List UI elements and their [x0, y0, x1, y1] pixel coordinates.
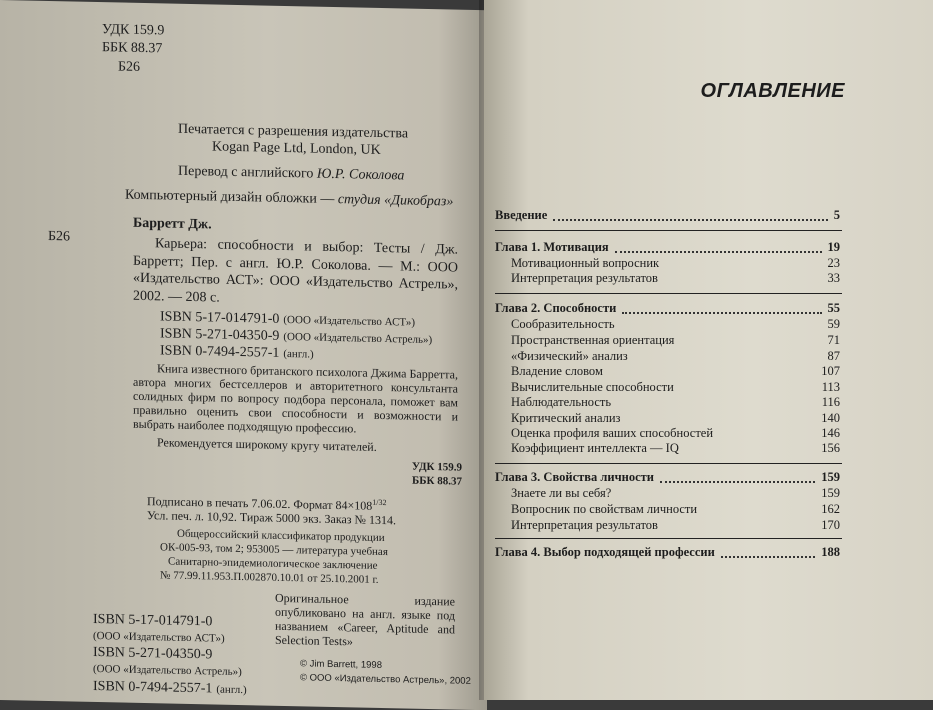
classifier-line-1: Общероссийский классификатор продукции: [177, 527, 385, 545]
copyright-2: © ООО «Издательство Астрель», 2002: [300, 672, 471, 687]
toc-entry-label: Мотивационный вопросник: [511, 256, 660, 270]
classifier-line-4: № 77.99.11.953.П.002870.10.01 от 25.10.2001 г.: [160, 569, 379, 586]
bottom-isbn-line-3: [93, 677, 247, 698]
toc-entry-page: 140: [821, 411, 840, 425]
recommendation: Рекомендуется широкому кругу читателей.: [157, 435, 377, 454]
toc-entry-page: 87: [827, 349, 840, 363]
bibliographic-description: Карьера: способности и выбор: Тесты / Дж. Барретт; Пер. с англ. Ю.Р. Соколова. — М.: ООО «Издательство АСТ»: ООО «Издательство Астрель», 2002. — 208 с.: [133, 236, 458, 306]
toc-entry-page: 146: [821, 426, 840, 440]
isbn-1: ISBN 5-17-014791-0: [160, 309, 280, 327]
toc-entry-label: Вопросник по свойствам личности: [511, 502, 698, 516]
author-mark: Б26: [118, 59, 141, 75]
toc-chapter-entry: [495, 545, 840, 561]
toc-entry-label: Глава 1. Мотивация: [495, 240, 609, 254]
author-mark-side: Б26: [48, 229, 71, 245]
classifier-line-3: Санитарно-эпидемиологическое заключение: [168, 555, 378, 572]
classifier-line-2: ОК-005-93, том 2; 953005 — литература учебная: [160, 541, 388, 559]
bottom-publisher-1: (ООО «Издательство АСТ»): [93, 629, 225, 645]
bottom-isbn-2: ISBN 5-271-04350-9: [93, 644, 213, 663]
toc-entry-label: Введение: [495, 208, 548, 222]
bbk-code: ББК 88.37: [102, 40, 163, 57]
toc-entry-label: Интерпретация результатов: [511, 271, 658, 285]
toc-divider-3: [495, 463, 842, 464]
toc-entry-page: 33: [827, 271, 840, 285]
udk-code-2: УДК 159.9: [412, 460, 463, 474]
isbn-3-publisher: (англ.): [283, 347, 314, 361]
toc-entry-label: Глава 4. Выбор подходящей профессии: [495, 545, 715, 559]
toc-entry-label: Наблюдательность: [511, 395, 612, 409]
toc-entry-page: 59: [827, 317, 840, 331]
isbn-2: ISBN 5-271-04350-9: [160, 326, 280, 344]
toc-section-entry: [495, 271, 840, 287]
toc-entry-page: 23: [827, 256, 840, 270]
design-studio: студия «Дикобраз»: [337, 192, 454, 210]
toc-leader-dots: [721, 545, 815, 558]
toc-entry-page: 113: [821, 380, 840, 394]
permission-line-2: Kogan Page Ltd, London, UK: [212, 139, 381, 158]
toc-divider-4: [495, 538, 842, 539]
toc-divider-1: [495, 230, 842, 231]
bottom-isbn-1: ISBN 5-17-014791-0: [93, 611, 213, 630]
toc-entry-label: Знаете ли вы себя?: [511, 486, 612, 500]
toc-entry-page: 19: [827, 240, 840, 254]
toc-section-entry: [495, 426, 840, 442]
toc-section-entry: [495, 486, 840, 502]
toc-section-entry: [495, 364, 840, 380]
original-edition-note: Оригинальное издание опубликовано на англ. языке под названием «Career, Aptitude and Selection Tests»: [275, 590, 455, 649]
toc-section-entry: [495, 395, 840, 411]
translation-label: Перевод с английского: [178, 163, 314, 182]
toc-section-entry: [495, 349, 840, 365]
isbn-2-publisher: (ООО «Издательство Астрель»): [283, 330, 433, 347]
toc-section-entry: [495, 441, 840, 457]
format-fraction: 1/32: [372, 497, 387, 508]
toc-chapter-entry: [495, 470, 840, 486]
table-of-contents: [495, 0, 840, 700]
toc-entry-label: Пространственная ориентация: [511, 333, 675, 347]
isbn-1-publisher: (ООО «Издательство АСТ»): [283, 313, 416, 329]
translation-line: [178, 164, 404, 185]
toc-entry-page: 5: [833, 208, 840, 222]
bottom-publisher-2: (ООО «Издательство Астрель»): [93, 662, 242, 679]
toc-entry-page: 162: [821, 502, 840, 516]
bbk-code-2: ББК 88.37: [412, 474, 463, 488]
print-info-text: Подписано в печать 7.06.02. Формат 84×108: [147, 494, 373, 513]
design-line: [125, 188, 453, 211]
toc-entry-page: 156: [821, 441, 840, 455]
translator-name: Ю.Р. Соколова: [316, 166, 405, 184]
toc-entry-page: 116: [821, 395, 840, 409]
isbn-line-3: [160, 341, 314, 362]
toc-chapter-entry: [495, 240, 840, 256]
toc-entry-page: 170: [821, 518, 840, 532]
design-label: Компьютерный дизайн обложки —: [125, 187, 335, 208]
toc-entry-page: 188: [821, 545, 840, 559]
toc-entry-label: Вычислительные способности: [511, 380, 674, 394]
toc-chapter-entry: [495, 301, 840, 317]
toc-entry-label: Интерпретация результатов: [511, 518, 658, 532]
toc-entry-label: Глава 2. Способности: [495, 301, 617, 315]
toc-entry-label: Коэффициент интеллекта — IQ: [511, 441, 679, 455]
author-heading: Барретт Дж.: [133, 215, 212, 233]
copyright-1: © Jim Barrett, 1998: [300, 658, 382, 672]
toc-leader-dots: [553, 208, 827, 221]
toc-entry-label: «Физический» анализ: [511, 349, 628, 363]
bottom-isbn-3: ISBN 0-7494-2557-1: [93, 678, 213, 697]
toc-section-entry: [495, 518, 840, 534]
print-info-line-2: Усл. печ. л. 10,92. Тираж 5000 экз. Заказ № 1314.: [147, 508, 396, 528]
toc-section-entry: [495, 380, 840, 396]
toc-leader-dots: [615, 240, 822, 253]
toc-entry-page: 55: [827, 301, 840, 315]
toc-entry-label: Сообразительность: [511, 317, 615, 331]
right-page: [484, 0, 933, 700]
toc-title: ОГЛАВЛЕНИЕ: [700, 80, 845, 102]
toc-chapter-entry: [495, 208, 840, 224]
toc-section-entry: [495, 317, 840, 333]
book-annotation: Книга известного британского психолога Джима Барретта, автора многих бестселлеров и авторитетного консультанта солидных фирм по вопросу подбора персонала, поможет вам правильно оценить свои способности и возможности и выбрать наиболее подходящую профессию.: [133, 361, 458, 436]
isbn-3: ISBN 0-7494-2557-1: [160, 343, 280, 361]
udk-code: УДК 159.9: [102, 22, 165, 39]
toc-entry-page: 107: [821, 364, 840, 378]
toc-entry-label: Оценка профиля ваших способностей: [511, 426, 714, 440]
permission-line-1: Печатается с разрешения издательства: [178, 121, 409, 142]
toc-entry-label: Глава 3. Свойства личности: [495, 470, 654, 484]
toc-leader-dots: [660, 470, 815, 483]
toc-section-entry: [495, 333, 840, 349]
toc-entry-page: 159: [821, 470, 840, 484]
toc-entry-label: Критический анализ: [511, 411, 621, 425]
toc-entry-page: 159: [821, 486, 840, 500]
bottom-publisher-3: (англ.): [216, 683, 247, 697]
toc-leader-dots: [622, 301, 821, 314]
toc-section-entry: [495, 256, 840, 272]
toc-entry-page: 71: [827, 333, 840, 347]
toc-entry-label: Владение словом: [511, 364, 603, 378]
toc-section-entry: [495, 502, 840, 518]
toc-divider-2: [495, 293, 842, 294]
toc-section-entry: [495, 411, 840, 427]
